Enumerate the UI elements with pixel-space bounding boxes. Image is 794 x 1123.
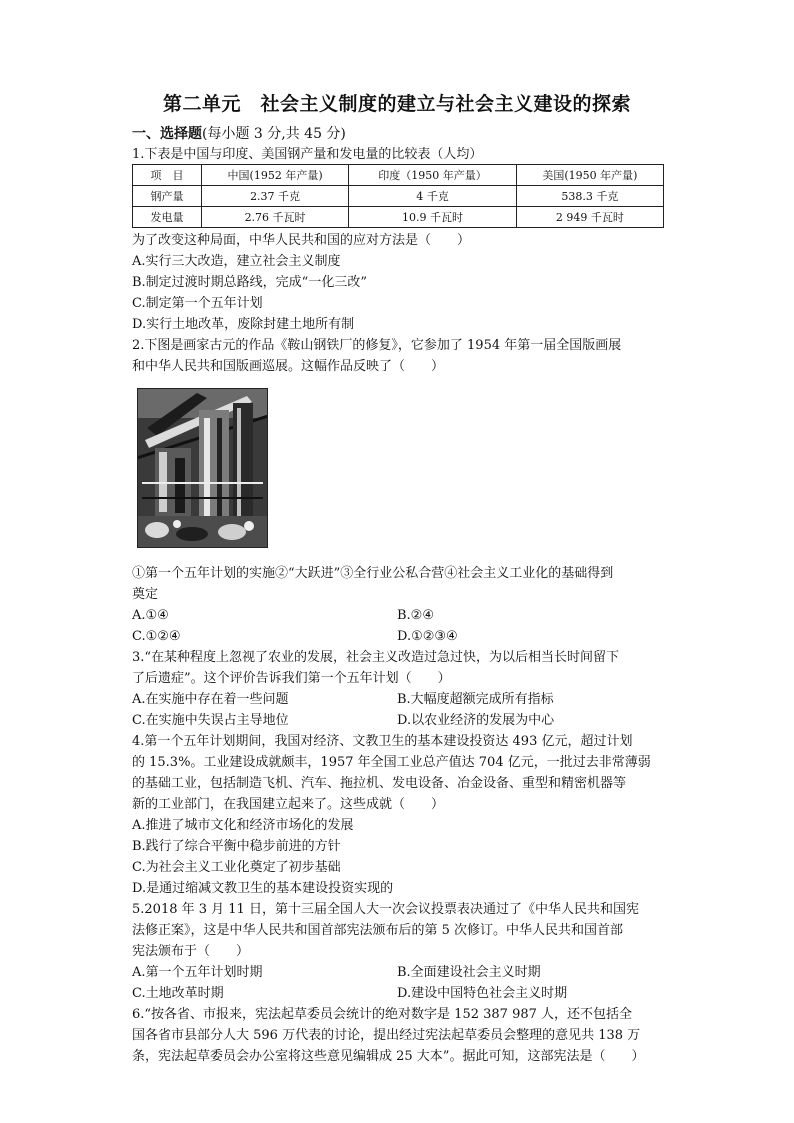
q5-option-c: C.土地改革时期 xyxy=(132,986,224,1001)
q1-option-d: D.实行土地改革，废除封建土地所有制 xyxy=(132,317,355,332)
steel-power-table xyxy=(132,164,664,228)
q2-stem-line1: 2.下图是画家古元的作品《鞍山钢铁厂的修复》，它参加了 1954 年第一届全国版画展 xyxy=(132,338,622,353)
q1-stem: 1.下表是中国与印度、美国钢产量和发电量的比较表（人均） xyxy=(132,147,483,162)
table-header-cell: 美国(1950 年产量) xyxy=(516,165,663,186)
table-row xyxy=(133,207,664,228)
table-cell: 发电量 xyxy=(133,207,202,228)
q4-option-d: D.是通过缩减文教卫生的基本建设投资实现的 xyxy=(132,881,394,896)
woodcut-steel-mill-image xyxy=(137,388,268,548)
q2-option-c: C.①②④ xyxy=(132,629,181,644)
table-cell: 4 千克 xyxy=(349,186,517,207)
q4-stem-line: 的 15.3%。工业建设成就颇丰，1957 年全国工业总产值达 704 亿元，一批过去非常薄弱 xyxy=(132,755,651,770)
q3-option-a: A.在实施中存在着一些问题 xyxy=(132,692,289,707)
section-heading xyxy=(132,124,346,145)
q2-items-line1: ①第一个五年计划的实施②“大跃进”③全行业公私合营④社会主义工业化的基础得到 xyxy=(132,566,614,581)
q1-question: 为了改变这种局面，中华人民共和国的应对方法是（ ） xyxy=(132,233,471,248)
q6-stem-line: 6.“按各省、市报来，宪法起草委员会统计的绝对数字是 152 387 987 人，还不包括全 xyxy=(132,1007,633,1022)
q3-option-b: B.大幅度超额完成所有指标 xyxy=(397,692,554,707)
q1-option-b: B.制定过渡时期总路线，完成“一化三改” xyxy=(132,275,367,290)
q2-option-d: D.①②③④ xyxy=(397,629,458,644)
table-header-cell: 中国(1952 年产量) xyxy=(202,165,349,186)
q4-option-c: C.为社会主义工业化奠定了初步基础 xyxy=(132,860,341,875)
unit-title: 第二单元 社会主义制度的建立与社会主义建设的探索 xyxy=(162,93,631,115)
table-cell: 钢产量 xyxy=(133,186,202,207)
q3-option-d: D.以农业经济的发展为中心 xyxy=(397,713,555,728)
table-cell: 2.76 千瓦时 xyxy=(202,207,349,228)
table-header-cell: 项 目 xyxy=(133,165,202,186)
q5-option-d: D.建设中国特色社会主义时期 xyxy=(397,986,568,1001)
q2-stem-line2: 和中华人民共和国版画巡展。这幅作品反映了（ ） xyxy=(132,359,445,374)
table-header-cell: 印度（1950 年产量） xyxy=(349,165,517,186)
table-cell: 2 949 千瓦时 xyxy=(516,207,663,228)
table-header-row xyxy=(133,165,664,186)
table-row xyxy=(133,186,664,207)
q4-stem-line: 的基础工业，包括制造飞机、汽车、拖拉机、发电设备、冶金设备、重型和精密机器等 xyxy=(132,776,627,791)
q4-stem-line: 4.第一个五年计划期间，我国对经济、文教卫生的基本建设投资达 493 亿元，超过计划 xyxy=(132,734,633,749)
q5-stem-line: 5.2018 年 3 月 11 日，第十三届全国人大一次会议投票表决通过了《中华人民共和国宪 xyxy=(132,902,639,917)
q5-option-a: A.第一个五年计划时期 xyxy=(132,965,263,980)
q5-stem-line: 法修正案》，这是中华人民共和国首部宪法颁布后的第 5 次修订。中华人民共和国首部 xyxy=(132,923,624,938)
section-note: (每小题 3 分,共 45 分) xyxy=(202,126,346,142)
q3-stem-line2: 了后遗症”。这个评价告诉我们第一个五年计划（ ） xyxy=(132,671,451,686)
q2-option-a: A.①④ xyxy=(132,608,169,623)
table-cell: 538.3 千克 xyxy=(516,186,663,207)
q2-option-b: B.②④ xyxy=(397,608,434,623)
q5-stem-line: 宪法颁布于（ ） xyxy=(132,944,250,959)
q6-stem-line: 条，宪法起草委员会办公室将这些意见编辑成 25 大本”。据此可知，这部宪法是（ ） xyxy=(132,1049,645,1064)
table-cell: 2.37 千克 xyxy=(202,186,349,207)
q3-stem-line1: 3.“在某种程度上忽视了农业的发展，社会主义改造过急过快，为以后相当长时间留下 xyxy=(132,650,620,665)
q5-option-b: B.全面建设社会主义时期 xyxy=(397,965,541,980)
section-label: 一、选择题 xyxy=(132,126,202,142)
q4-option-a: A.推进了城市文化和经济市场化的发展 xyxy=(132,818,354,833)
table-cell: 10.9 千瓦时 xyxy=(349,207,517,228)
q4-option-b: B.践行了综合平衡中稳步前进的方针 xyxy=(132,839,341,854)
q1-option-c: C.制定第一个五年计划 xyxy=(132,296,263,311)
q3-option-c: C.在实施中失误占主导地位 xyxy=(132,713,289,728)
q4-stem-line: 新的工业部门，在我国建立起来了。这些成就（ ） xyxy=(132,797,445,812)
q1-option-a: A.实行三大改造，建立社会主义制度 xyxy=(132,254,341,269)
q6-stem-line: 国各省市县部分人大 596 万代表的讨论，提出经过宪法起草委员会整理的意见共 138 万 xyxy=(132,1028,641,1043)
q2-items-line2: 奠定 xyxy=(132,587,159,602)
